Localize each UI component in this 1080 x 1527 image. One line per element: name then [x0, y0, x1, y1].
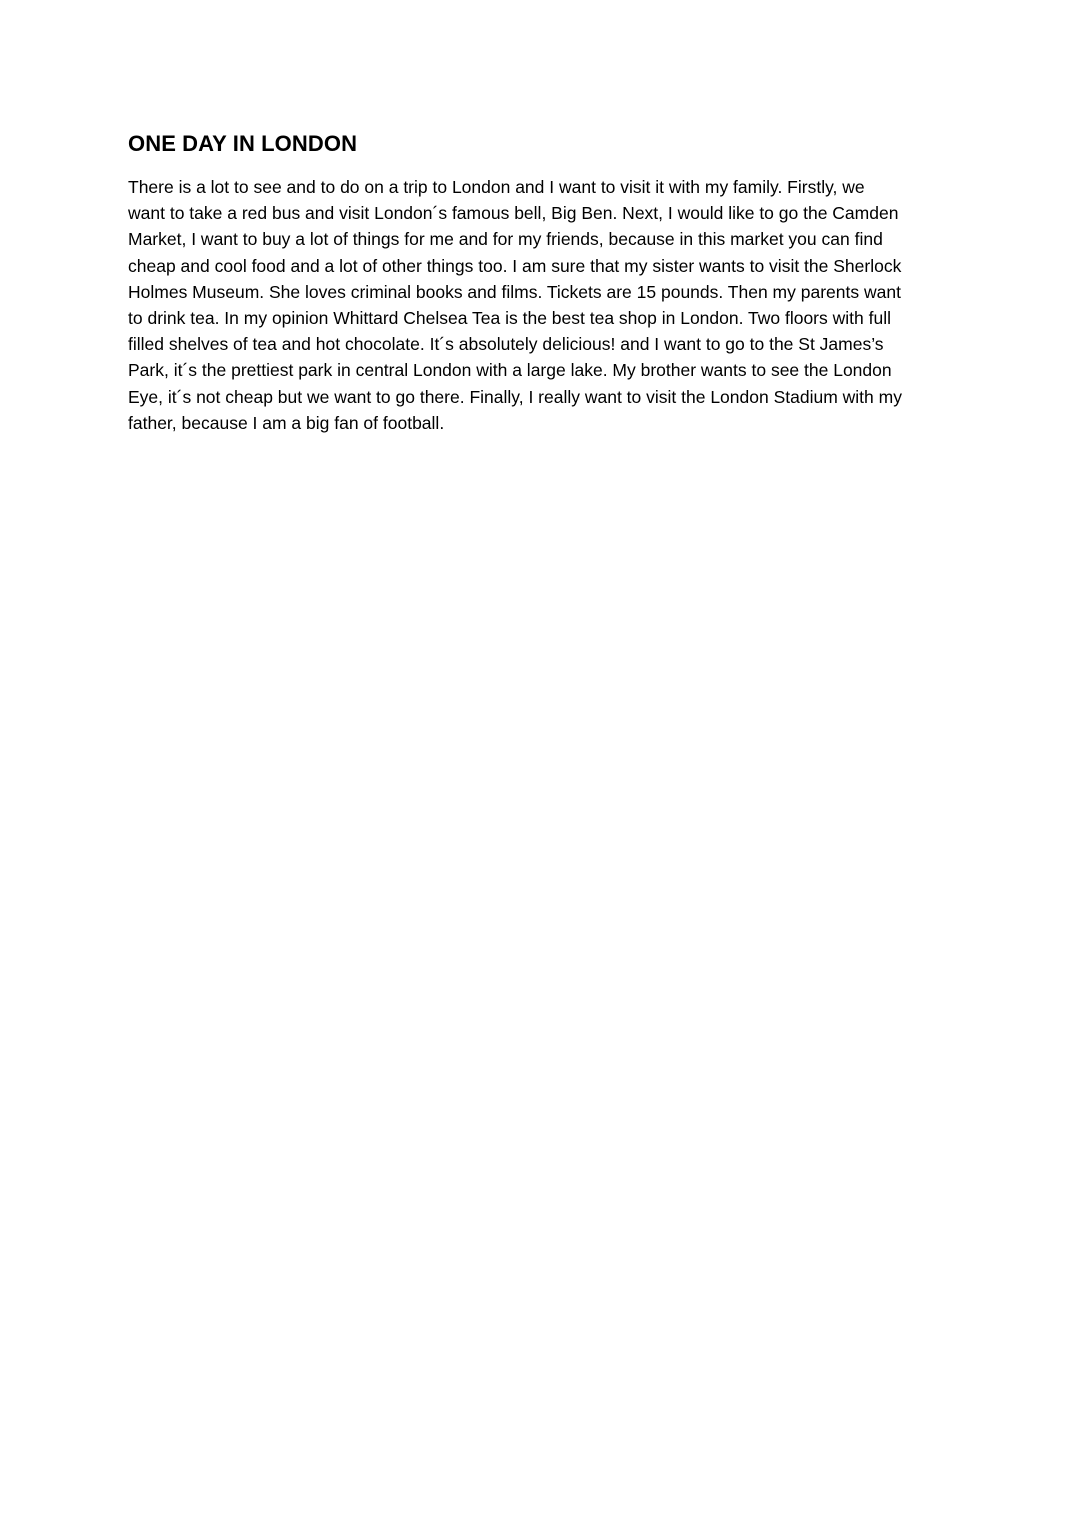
paragraph-line: Holmes Museum. She loves criminal books and films. Tickets are 15 pounds. Then my parents want	[128, 281, 901, 302]
document-content	[128, 128, 958, 436]
paragraph-line: to drink tea. In my opinion Whittard Chelsea Tea is the best tea shop in London. Two floors with full	[128, 308, 891, 329]
paragraph-line: want to take a red bus and visit London´s famous bell, Big Ben. Next, I would like to go the Camden	[128, 203, 899, 224]
paragraph-line: father, because I am a big fan of football.	[128, 412, 445, 433]
paragraph-line: cheap and cool food and a lot of other things too. I am sure that my sister wants to visit the Sherlock	[128, 255, 902, 276]
paragraph-line: filled shelves of tea and hot chocolate. It´s absolutely delicious! and I want to go to the St James’s	[128, 334, 884, 355]
paragraph-line: Park, it´s the prettiest park in central London with a large lake. My brother wants to see the London	[128, 360, 892, 381]
body-paragraph	[128, 160, 958, 436]
paragraph-line: Market, I want to buy a lot of things for me and for my friends, because in this market you can find	[128, 229, 883, 250]
paragraph-line: There is a lot to see and to do on a trip to London and I want to visit it with my family. Firstly, we	[128, 177, 865, 197]
paragraph-line: Eye, it´s not cheap but we want to go there. Finally, I really want to visit the London Stadium with my	[128, 386, 902, 407]
document-title: ONE DAY IN LONDON	[128, 131, 358, 156]
